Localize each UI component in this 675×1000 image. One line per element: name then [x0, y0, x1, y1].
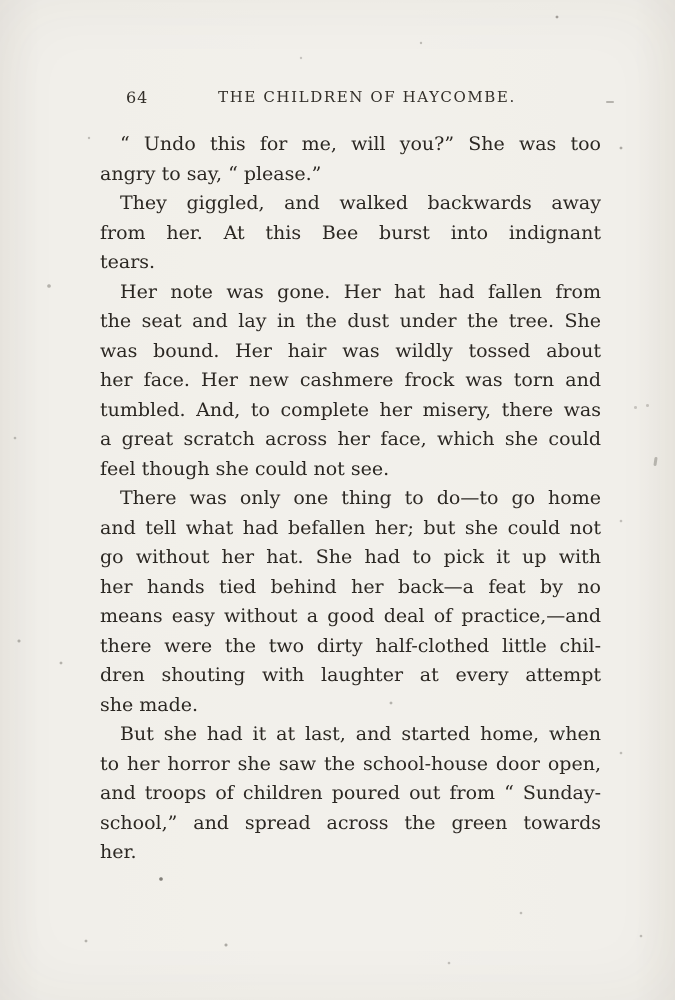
- page-header: [100, 88, 600, 110]
- text-line: tears.: [100, 251, 156, 273]
- paragraph: [100, 189, 601, 278]
- text-line: There was only one thing to do—to go home: [120, 487, 601, 509]
- text-line: a great scratch across her face, which she could: [100, 428, 601, 450]
- page-number: 64: [126, 88, 149, 107]
- text-line: They giggled, and walked backwards away: [120, 192, 601, 214]
- scan-artifact: [653, 457, 657, 466]
- text-line: there were the two dirty half-clothed little chil-: [100, 634, 601, 657]
- text-line: and tell what had befallen her; but she could not: [100, 516, 601, 539]
- running-header: THE CHILDREN OF HAYCOMBE.: [218, 88, 516, 106]
- text-line: Her note was gone. Her hat had fallen from: [120, 280, 601, 303]
- paragraph: [100, 720, 601, 868]
- text-line: the seat and lay in the dust under the tree. She: [100, 310, 601, 332]
- text-line: means easy without a good deal of practice,—and: [100, 605, 601, 627]
- scan-artifact: [634, 406, 637, 409]
- text-block: [100, 130, 601, 868]
- text-line: school,” and spread across the green towards: [100, 811, 601, 834]
- text-line: angry to say, “ please.”: [100, 162, 322, 185]
- text-line: “ Undo this for me, will you?” She was too: [120, 133, 601, 155]
- scan-artifact: [606, 101, 614, 103]
- paragraph: [100, 484, 601, 720]
- text-line: go without her hat. She had to pick it up with: [100, 546, 601, 568]
- text-line: she made.: [100, 693, 199, 716]
- text-line: to her horror she saw the school-house door open,: [100, 752, 601, 775]
- text-line: from her. At this Bee burst into indignant: [100, 221, 601, 244]
- paper-specks: [0, 0, 2, 2]
- text-line: feel though she could not see.: [100, 457, 390, 480]
- text-line: But she had it at last, and started home, when: [120, 723, 601, 745]
- text-line: dren shouting with laughter at every attempt: [100, 664, 601, 686]
- paragraph: [100, 130, 601, 189]
- text-line: was bound. Her hair was wildly tossed about: [100, 339, 601, 362]
- text-line: her hands tied behind her back—a feat by no: [100, 575, 601, 598]
- scan-artifact: [646, 404, 649, 407]
- text-line: tumbled. And, to complete her misery, there was: [100, 398, 601, 421]
- text-line: her face. Her new cashmere frock was torn and: [100, 369, 601, 391]
- text-line: her.: [100, 841, 137, 863]
- paragraph: [100, 278, 601, 485]
- text-line: and troops of children poured out from “ Sunday-: [100, 782, 601, 804]
